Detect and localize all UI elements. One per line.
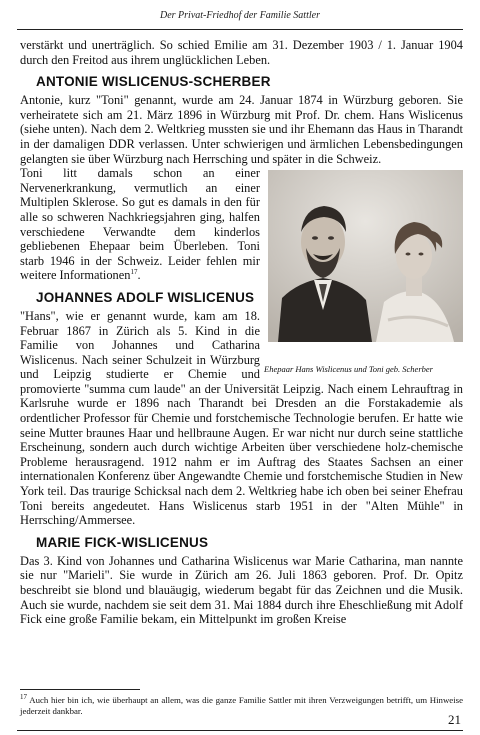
heading-marie: MARIE FICK-WISLICENUS (36, 534, 209, 550)
antonie-paragraph-a: Antonie, kurz "Toni" genannt, wurde am 24. Januar 1874 in Würzburg geboren. Sie verheiratete sich am 21. März 1896 in Würzburg mit Prof. Dr. chem. Hans Wislicenus (siehe unten). Nach dem 2. Weltkrieg mussten sie und ihr Ehemann das Haus in Tharandt in der damaligen DDR verlassen. Unter schwierigen und ärmlichen Lebensbedingungen gelangten sie über Würzburg nach Herrsching und später in die Schweiz. (20, 93, 463, 166)
footnote-rule (20, 689, 140, 690)
running-header: Der Privat-Friedhof der Familie Sattler (160, 10, 320, 21)
couple-photo-figure (264, 170, 463, 375)
heading-johannes: JOHANNES ADOLF WISLICENUS (36, 289, 255, 305)
antonie-paragraph-b: Toni litt damals schon an einer Nervenerkrankung, vermutlich an einer Multiplen Sklerose. So gut es damals in den für alle so schweren Nachkriegsjahren ging, halfen verschiedene Verwandte dem kinderlos gebliebenen Ehepaar beim Überleben. Toni starb 1946 in der Schweiz. Leider fehlen mir weitere Informationen$^{17}$. (20, 166, 260, 283)
header-rule (17, 29, 463, 30)
couple-photo (268, 170, 463, 342)
footnote-ref-17: 17 (130, 268, 138, 277)
intro-paragraph: verstärkt und unerträglich. So schied Emilie am 31. Dezember 1903 / 1. Januar 1904 durch den Freitod aus ihrem unglücklichen Leben. (20, 38, 463, 67)
footnote (20, 695, 463, 717)
photo-caption: Ehepaar Hans Wislicenus und Toni geb. Scherber (264, 364, 433, 375)
page-body (20, 38, 463, 627)
footnote-number: 17 (20, 693, 27, 702)
couple-photo-drawing (268, 170, 463, 342)
marie-paragraph: Das 3. Kind von Johannes und Catharina Wislicenus war Marie Catharina, man nannte sie nur "Marieli". Sie wurde in Zürich am 26. Juli 1863 geboren. Prof. Dr. Opitz beschreibt sie blond und blauäugig, wiederum begabt für das Zeichnen und die Musik. Auch sie wurde, nachdem sie seit dem 31. Mai 1884 durch ihre Eheschließung mit Adolf Fick eine große Familie bekam, ein Mittelpunkt im großen Kreise (20, 553, 463, 627)
antonie-paragraph-b-text: Toni litt damals schon an einer Nervenerkrankung, vermutlich an einer Multiplen Sklerose. So gut es damals in den für alle so schweren Nachkriegsjahren ging, halfen verschiedene Verwandte dem kinderlos gebliebenen Ehepaar beim Überleben. Toni starb 1946 in der Schweiz. Leider fehlen mir weitere Informationen (20, 166, 260, 283)
johannes-paragraph: "Hans", wie er genannt wurde, kam am 18. Februar 1867 in Zürich als 5. Kind in die Familie von Johannes und Catharina Wislicenus. Nach seiner Schulzeit in Würzburg und Leipzig studierte er Chemie und promovierte "summa cum laude" an der Universität Leipzig. Nach einem Lehrauftrag in Karlsruhe wurde er 1896 nach Tharandt bei Dresden an die Forstakademie als ordentlicher Professor für Chemie und forstchemische Technologie berufen. Er hatte wie seine Mutter braunes Haar und hellbraune Augen. Er war nicht nur durch seine stattliche Erscheinung, sondern auch durch wichtige Arbeiten über verschiedene holz-chemische Probleme herausragend. 1912 nahm er im Auftrag des Staates Sachsen an einer internationalen Konferenz über Angewandte Chemie und forstchemische Studien in New York teil. Das traurige Schicksal nach dem 2. Weltkrieg habe ich oben bei seiner Ehefrau Toni bereits angedeutet. Hans Wislicenus starb 1951 in der "Alten Mühle" in Herrsching/Ammersee. (20, 308, 463, 528)
footnote-text: Auch hier bin ich, wie überhaupt an allem, was die ganze Familie Sattler mit ihren Verzweigungen betrifft, um Hinweise jederzeit dankbar. (20, 695, 463, 716)
heading-antonie: ANTONIE WISLICENUS-SCHERBER (36, 74, 271, 90)
page-number: 21 (448, 712, 461, 727)
bottom-rule (17, 730, 463, 731)
